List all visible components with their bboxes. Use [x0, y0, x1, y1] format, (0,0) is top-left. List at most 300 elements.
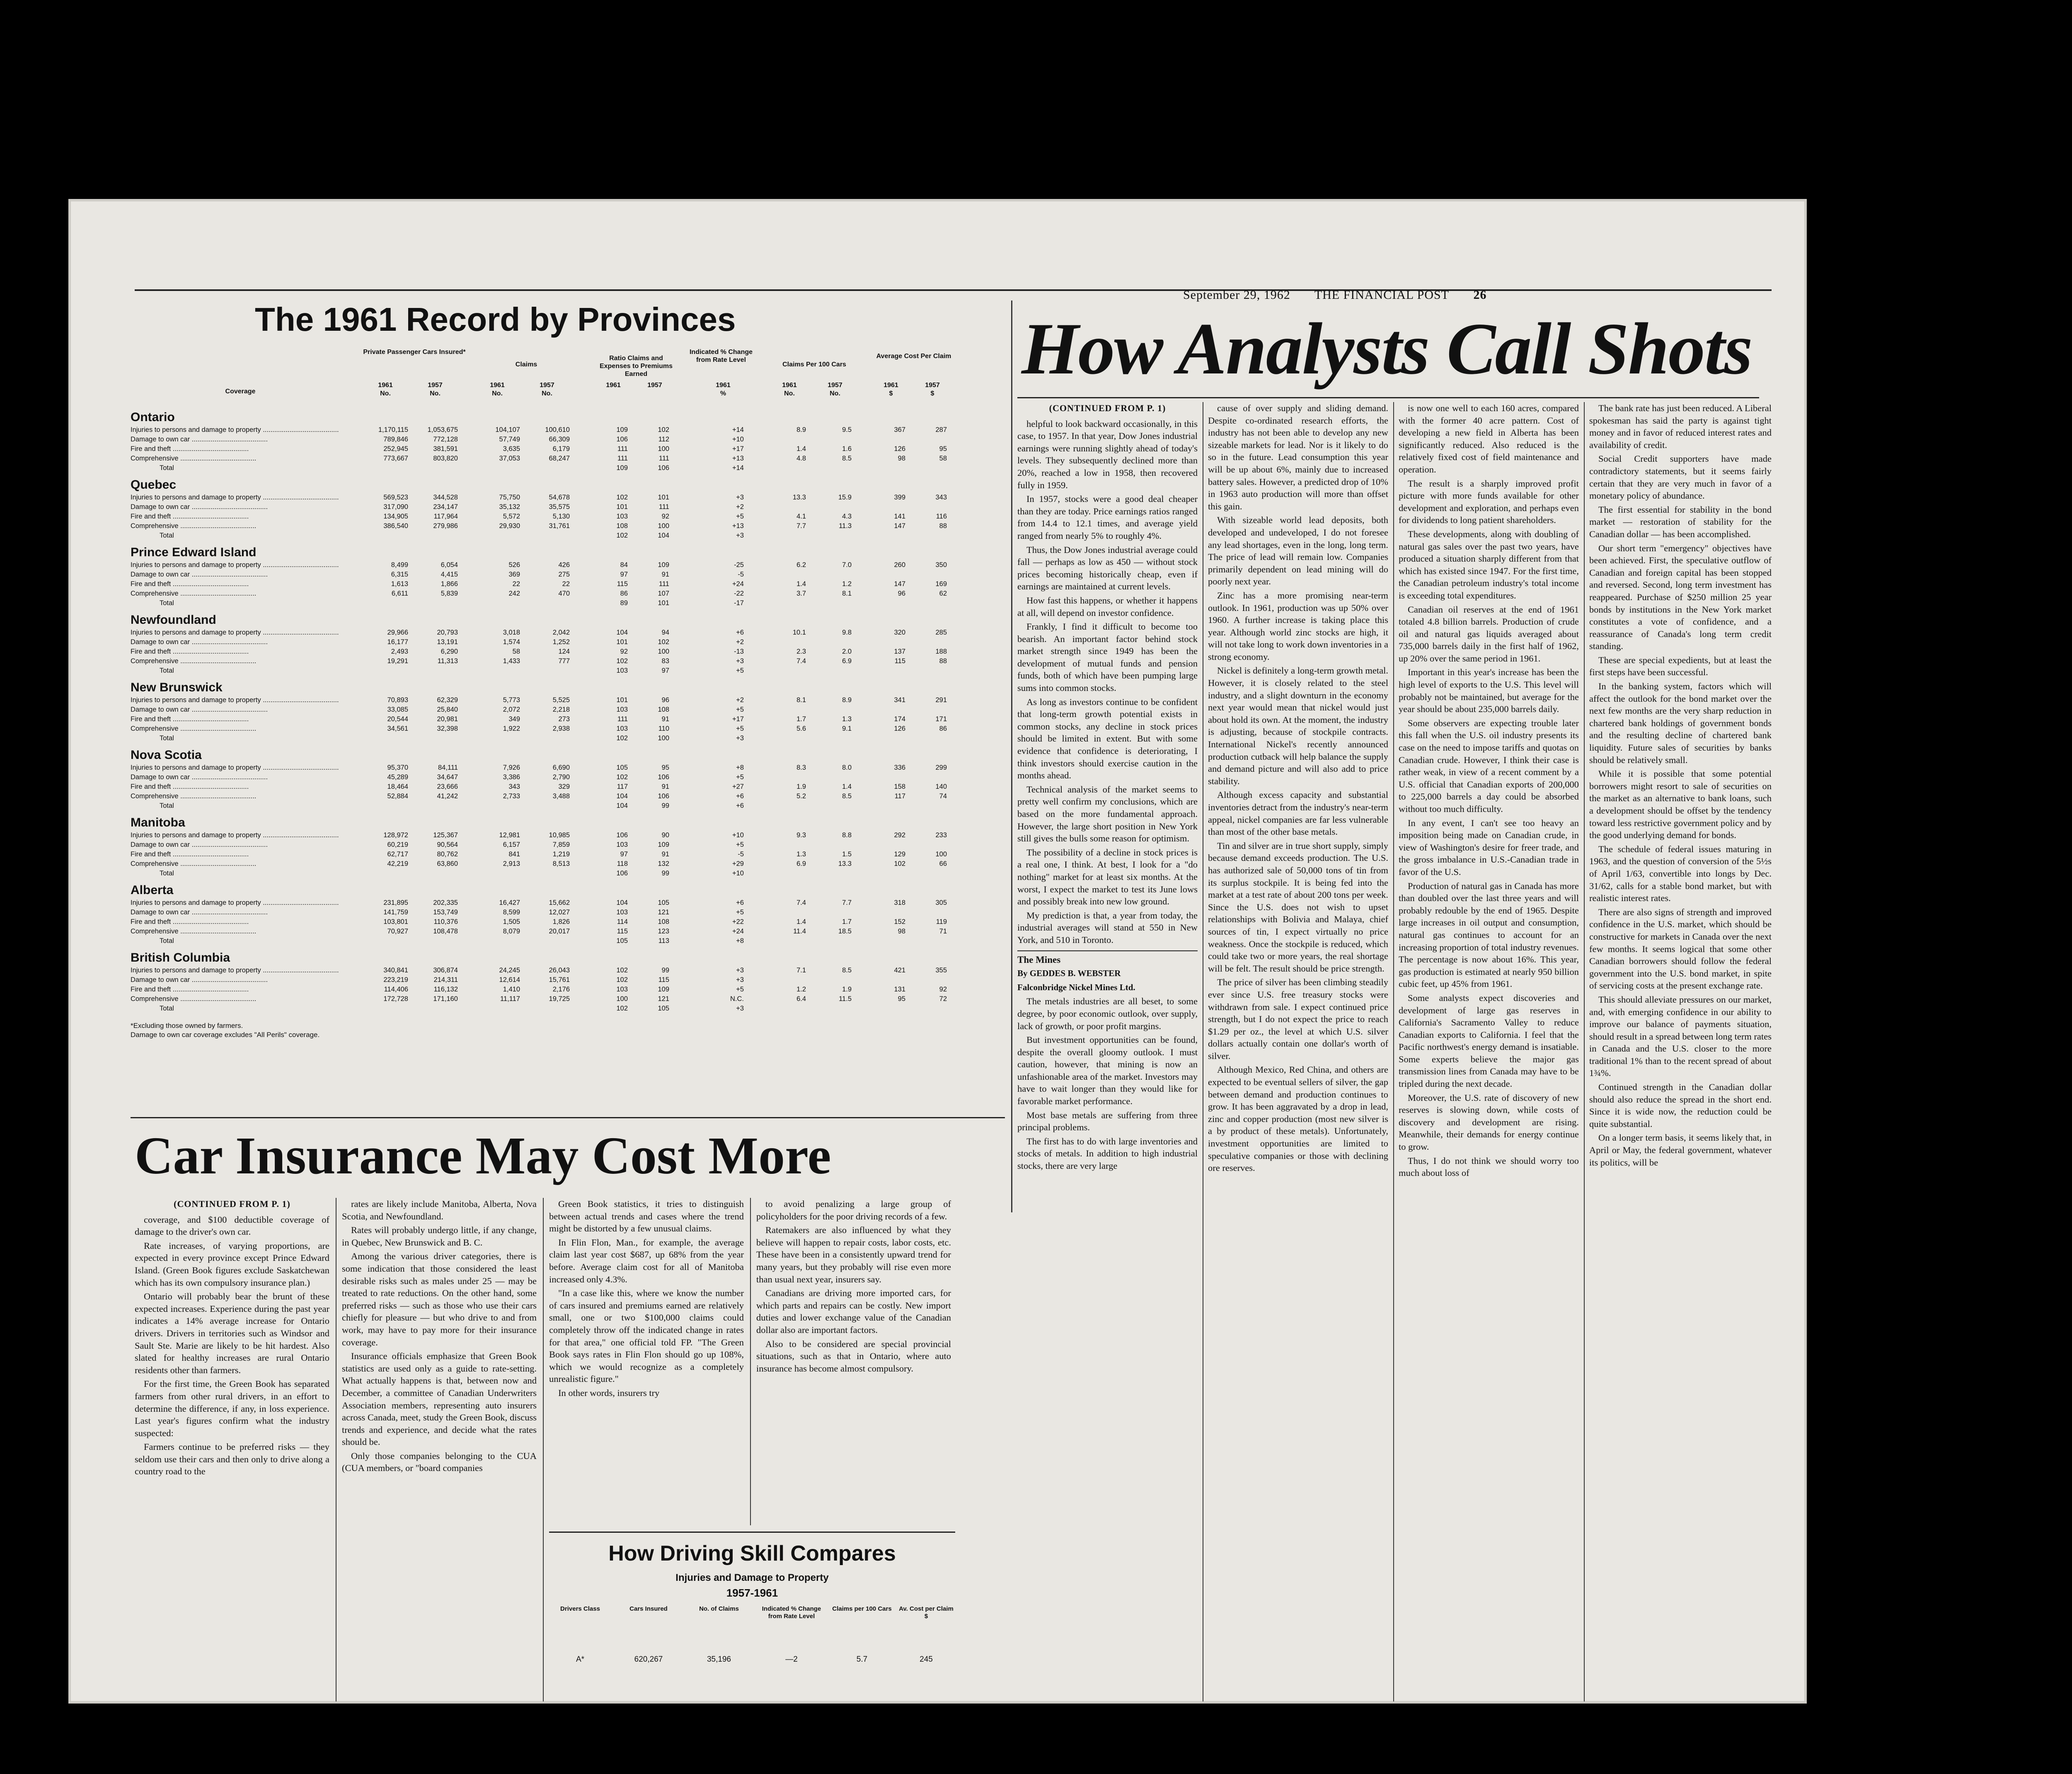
- table-cell: +3: [736, 1005, 744, 1012]
- header-ratio: Ratio Claims and Expenses to Premiums Earned: [599, 355, 673, 378]
- table-cell: 8,079: [503, 928, 520, 935]
- table-cell: 9.3: [796, 831, 806, 839]
- table-cell: 94: [661, 629, 669, 636]
- table-cell: 102: [658, 638, 669, 646]
- header-claims: Claims: [515, 361, 537, 368]
- table-cell: 108: [616, 522, 628, 530]
- table-cell: 108: [658, 706, 669, 713]
- table-row: [131, 928, 1005, 937]
- table-cell: 117: [617, 783, 628, 790]
- driving-box-col-header: Cars Insured: [629, 1605, 668, 1612]
- table-cell: 2,493: [391, 648, 408, 655]
- table-cell: 100: [658, 522, 669, 530]
- table-cell: 62,717: [387, 851, 408, 858]
- table-cell: 8.8: [842, 831, 852, 839]
- analysts-col2: [1208, 402, 1388, 1701]
- row-label: Injuries to persons and damage to property ........................................: [131, 629, 339, 636]
- table-row: [131, 426, 1005, 435]
- table-cell: 121: [658, 909, 669, 916]
- table-cell: 292: [894, 831, 905, 839]
- table-cell: +3: [736, 532, 744, 539]
- table-cell: 6,157: [503, 841, 520, 848]
- table-cell: 773,667: [383, 455, 408, 462]
- table-cell: 33,085: [387, 706, 408, 713]
- article-paragraph: As long as investors continue to be confident that long-term growth potential exists in common stocks, any decline in stock prices should be limited in extent. But with some evidence that confidence is deteriorating, I think investors should exercise caution in the months ahead.: [1017, 696, 1198, 781]
- table-cell: +24: [732, 928, 744, 935]
- table-cell: +6: [736, 899, 744, 906]
- table-cell: 169: [935, 580, 947, 588]
- header-year: 1957: [428, 382, 443, 389]
- table-cell: 1.6: [842, 445, 852, 453]
- table-cell: 105: [658, 899, 669, 906]
- table-cell: +5: [736, 841, 744, 848]
- article-paragraph: There are also signs of strength and improved confidence in the U.S. market, which should be constructive for markets in Canada over the next few months. It seems logical that some other Canadian borrowers should follow the federal government into the U.S. bond market, in spite of servicing costs at the present exchange rate.: [1589, 906, 1772, 991]
- table-cell: 1,574: [503, 638, 520, 646]
- table-cell: +13: [732, 522, 744, 530]
- table-row: [131, 706, 1005, 715]
- table-cell: 13.3: [838, 860, 852, 868]
- table-cell: 6,054: [441, 561, 458, 569]
- article-paragraph: Farmers continue to be preferred risks — they seldom use their cars and then only to drive along a country road to the: [135, 1442, 329, 1477]
- table-cell: 83: [661, 657, 669, 665]
- table-cell: 134,905: [383, 513, 408, 520]
- table-cell: 12,981: [499, 831, 520, 839]
- table-cell: 5,572: [503, 513, 520, 520]
- column-rule: [750, 1198, 751, 1525]
- table-cell: 100: [658, 648, 669, 655]
- table-cell: 147: [894, 522, 905, 530]
- province-heading: British Columbia: [131, 951, 230, 965]
- table-cell: 8,599: [503, 909, 520, 916]
- table-cell: 233: [935, 831, 947, 839]
- table-cell: 141,759: [383, 909, 408, 916]
- table-cell: 103: [616, 986, 628, 993]
- table-cell: 25,840: [437, 706, 458, 713]
- article-paragraph: The schedule of federal issues maturing in 1963, and the question of conversion of the 5½s of April 1/63, convertible into longs by Dec. 31/62, calls for a stable bond market, but with realistic interest rates.: [1589, 843, 1772, 904]
- table-cell: 42,219: [387, 860, 408, 868]
- table-row: [131, 841, 1005, 850]
- table-cell: 803,820: [433, 455, 458, 462]
- table-cell: 19,291: [387, 657, 408, 665]
- table-cell: 4,415: [441, 571, 458, 578]
- table-cell: 109: [658, 561, 669, 569]
- table-cell: 3,488: [552, 792, 570, 800]
- table-cell: 20,981: [437, 715, 458, 723]
- driving-box-cell: 245: [920, 1655, 933, 1664]
- table-cell: 2,790: [552, 773, 570, 781]
- article-paragraph: Also to be considered are special provincial situations, such as that in Ontario, where auto insurance has become almost compulsory.: [756, 1338, 951, 1374]
- table-row: [131, 764, 1005, 773]
- table-cell: 317,090: [383, 503, 408, 511]
- table-row: [131, 648, 1005, 657]
- article-paragraph: The result is a sharply improved profit picture with more funds available for other development and exploration, and perhaps even for dividends to long patient shareholders.: [1399, 478, 1579, 526]
- table-cell: 111: [617, 445, 628, 453]
- table-cell: 109: [616, 426, 628, 434]
- row-label: Injuries to persons and damage to property ........................................: [131, 494, 339, 501]
- table-cell: 110,376: [433, 918, 458, 926]
- table-cell: 90,564: [437, 841, 458, 848]
- table-cell: 8.9: [842, 696, 852, 704]
- row-label: Comprehensive ........................................: [131, 995, 257, 1003]
- table-cell: 45,289: [387, 773, 408, 781]
- header-unit: $: [930, 390, 934, 397]
- article-paragraph: My prediction is that, a year from today, the industrial averages will stand at 550 in New York, and 510 in Toronto.: [1017, 910, 1198, 945]
- table-cell: 35,132: [499, 503, 520, 511]
- article-paragraph: Important in this year's increase has been the high level of exports to the U.S. This level will probably not be maintained, but average for the year should be about 235,000 barrels daily.: [1399, 667, 1579, 715]
- table-cell: 299: [935, 764, 947, 771]
- table-cell: +5: [736, 909, 744, 916]
- table-cell: +27: [732, 783, 744, 790]
- table-cell: 2,913: [503, 860, 520, 868]
- header-claims-per: Claims Per 100 Cars: [782, 361, 846, 368]
- table-cell: 95: [661, 764, 669, 771]
- table-cell: +6: [736, 802, 744, 809]
- table-row: [131, 696, 1005, 705]
- table-cell: +5: [736, 725, 744, 732]
- table-cell: 102: [658, 426, 669, 434]
- article-paragraph: Thus, the Dow Jones industrial average could fall — perhaps as low as 450 — without stock prices becoming historically cheap, even if earnings are maintained at current levels.: [1017, 544, 1198, 592]
- car-article-col4: [756, 1198, 951, 1525]
- table-cell: 119: [936, 918, 947, 926]
- row-label: Comprehensive ........................................: [131, 590, 257, 597]
- table-header: [131, 348, 1005, 406]
- table-cell: +29: [732, 860, 744, 868]
- table-cell: 102: [616, 976, 628, 984]
- table-row: [131, 860, 1005, 869]
- article-paragraph: cause of over supply and sliding demand. Despite co-ordinated research efforts, the industry has not been able to develop any new sizeable markets for lead. Nor is it likely to do so in the future. Lead consumption this year will be up about 6%, mainly due to increased battery sales. However, a predicted drop of 10% in 1963 auto production will more than offset this gain.: [1208, 403, 1388, 511]
- row-label: Fire and theft ........................................: [131, 918, 249, 926]
- table-cell: 106: [658, 773, 669, 781]
- table-cell: 101: [616, 696, 628, 704]
- header-year: 1961: [716, 382, 731, 389]
- table-cell: 5,130: [552, 513, 570, 520]
- table-cell: +10: [732, 436, 744, 443]
- table-cell: 6.9: [842, 657, 852, 665]
- table-cell: 115: [894, 657, 905, 665]
- table-cell: 1,170,115: [378, 426, 408, 434]
- table-cell: +6: [736, 629, 744, 636]
- header-unit: No.: [380, 390, 391, 397]
- table-footnote: *Excluding those owned by farmers.: [131, 1022, 243, 1030]
- table-row: [131, 445, 1005, 454]
- table-cell: 10.1: [792, 629, 806, 636]
- driving-box-title: How Driving Skill Compares: [608, 1541, 896, 1566]
- row-label: Total: [160, 734, 174, 742]
- table-cell: +5: [736, 513, 744, 520]
- table-cell: 92: [620, 648, 628, 655]
- table-cell: 7.4: [796, 657, 806, 665]
- row-label: Fire and theft ........................................: [131, 715, 249, 723]
- table-cell: 19,725: [549, 995, 570, 1003]
- mines-byline: By GEDDES B. WEBSTER: [1017, 968, 1121, 979]
- table-cell: +3: [736, 657, 744, 665]
- article-paragraph: rates are likely include Manitoba, Alberta, Nova Scotia, and Newfoundland.: [342, 1199, 537, 1221]
- table-cell: 171,160: [433, 995, 458, 1003]
- table-cell: 102: [616, 773, 628, 781]
- table-cell: 252,945: [383, 445, 408, 453]
- mines-subhead: The Mines: [1017, 950, 1198, 966]
- table-cell: 9.5: [842, 426, 852, 434]
- driving-box-col-header: No. of Claims: [699, 1605, 739, 1612]
- article-paragraph: Social Credit supporters have made contradictory statements, but it seems fairly certain that they are very much in favor of a monetary policy of abundance.: [1589, 453, 1772, 501]
- header-unit: No.: [492, 390, 503, 397]
- article-paragraph: Most base metals are suffering from three principal problems.: [1017, 1110, 1198, 1133]
- table-cell: +14: [732, 426, 744, 434]
- column-rule: [1584, 402, 1585, 1701]
- table-cell: 1.4: [842, 783, 852, 790]
- table-cell: 260: [894, 561, 905, 569]
- table-cell: 70,927: [387, 928, 408, 935]
- table-cell: 5.2: [796, 792, 806, 800]
- table-cell: 115: [658, 976, 669, 984]
- table-cell: 18.5: [838, 928, 852, 935]
- table-cell: 98: [898, 928, 905, 935]
- row-label: Fire and theft ........................................: [131, 648, 249, 655]
- table-cell: 5,839: [441, 590, 458, 597]
- continued-label: (CONTINUED FROM P. 1): [174, 1199, 290, 1209]
- article-paragraph: Our short term "emergency" objectives have been achieved. First, the speculative outflow of Canadian and foreign capital has been stopped and reversed. Second, long term investment has reappeared. Purchase of $250 million 25 year bonds by institutions in the New York market constitutes a vote of confidence, and a reassurance of Canada's long term credit standing.: [1589, 543, 1772, 652]
- table-cell: 172,728: [383, 995, 408, 1003]
- analysts-headline: How Analysts Call Shots: [1021, 308, 1752, 390]
- table-cell: 1.7: [796, 715, 806, 723]
- table-cell: 101: [616, 638, 628, 646]
- table-cell: 132: [658, 860, 669, 868]
- header-unit: %: [720, 390, 726, 397]
- row-label: Damage to own car ........................................: [131, 638, 268, 646]
- article-paragraph: Nickel is definitely a long-term growth metal. However, it is closely related to the steel industry, and a slight downturn in the economy next year would mean that nickel would just about hold its own. At the moment, the industry is adjusting, because of stockpile contracts. International Nickel's recently announced production cutback will help balance the supply and demand picture and will also add to price stability.: [1208, 665, 1388, 786]
- table-cell: 4.1: [796, 513, 806, 520]
- table-cell: +2: [736, 638, 744, 646]
- folio-page: 26: [1473, 288, 1487, 302]
- row-label: Total: [160, 599, 174, 607]
- table-cell: 98: [898, 455, 905, 462]
- table-cell: 104: [616, 629, 628, 636]
- table-cell: 111: [658, 580, 669, 588]
- article-paragraph: With sizeable world lead deposits, both developed and undeveloped, I do not foresee any lead shortages, even in the long, long term. The price of lead will remain low. Companies primarily dependent on lead mining will do poorly next year.: [1208, 515, 1388, 587]
- table-cell: +5: [736, 667, 744, 674]
- table-row: [131, 638, 1005, 647]
- driving-box-header: [549, 1605, 955, 1643]
- driving-box-cell: A*: [576, 1655, 585, 1664]
- table-cell: 22: [512, 580, 520, 588]
- article-paragraph: Zinc has a more promising near-term outlook. In 1961, production was up 50% over 1960. A further increase is taking place this year. Although world zinc stocks are high, it will not take long to work down inventories in a strong economy.: [1208, 590, 1388, 662]
- table-cell: 88: [939, 657, 947, 665]
- table-cell: 350: [935, 561, 947, 569]
- table-cell: 102: [894, 860, 905, 868]
- table-cell: 72: [939, 995, 947, 1003]
- table-cell: 1,410: [503, 986, 520, 993]
- row-label: Total: [160, 937, 174, 945]
- table-row: [131, 1005, 1005, 1014]
- table-cell: 66: [939, 860, 947, 868]
- article-paragraph: But investment opportunities can be found, despite the overall gloomy outlook. I must caution, however, that mining is now an unfashionable area of the market. Investors may have to wait longer than they would like for favorable market performance.: [1017, 1035, 1198, 1107]
- row-label: Fire and theft ........................................: [131, 580, 249, 588]
- table-cell: 91: [661, 715, 669, 723]
- table-cell: 1.9: [842, 986, 852, 993]
- row-label: Fire and theft ........................................: [131, 513, 249, 520]
- table-cell: 11,117: [500, 995, 520, 1003]
- table-cell: 100: [658, 445, 669, 453]
- table-cell: 7,926: [503, 764, 520, 771]
- table-cell: 114,406: [384, 986, 408, 993]
- article-paragraph: Rate increases, of varying proportions, are expected in every province except Prince Edward Island. (Green Book figures exclude Saskatchewan which has its own compulsory insurance plan.): [135, 1240, 329, 1288]
- table-row: [131, 725, 1005, 734]
- table-cell: 29,930: [499, 522, 520, 530]
- row-label: Damage to own car ........................................: [131, 976, 268, 984]
- table-row: [131, 773, 1005, 783]
- table-footnote: Damage to own car coverage excludes "All Perils" coverage.: [131, 1031, 320, 1039]
- row-label: Injuries to persons and damage to property ........................................: [131, 967, 339, 974]
- province-heading: Alberta: [131, 883, 174, 897]
- table-cell: 100: [935, 851, 947, 858]
- table-cell: 104: [616, 899, 628, 906]
- table-cell: 329: [558, 783, 570, 790]
- table-cell: 62: [939, 590, 947, 597]
- driving-skill-box: [549, 1532, 955, 1703]
- table-cell: 109: [658, 986, 669, 993]
- article-paragraph: Frankly, I find it difficult to become too bearish. An important factor behind stock market strength since 1949 has been the development of mutual funds and pension funds, both of which have been pumping large sums into common stocks.: [1017, 621, 1198, 693]
- row-label: Damage to own car ........................................: [131, 706, 268, 713]
- header-year: 1961: [782, 382, 797, 389]
- table-row: [131, 783, 1005, 792]
- table-cell: +3: [736, 976, 744, 984]
- table-cell: +3: [736, 734, 744, 742]
- row-label: Damage to own car ........................................: [131, 841, 268, 848]
- table-cell: 1,433: [503, 657, 520, 665]
- folio: [1183, 288, 1784, 302]
- header-private-cars: Private Passenger Cars Insured*: [363, 349, 466, 356]
- table-cell: 60,219: [387, 841, 408, 848]
- table-cell: +5: [736, 773, 744, 781]
- table-cell: +3: [736, 494, 744, 501]
- article-paragraph: On a longer term basis, it seems likely that, in April or May, the federal government, whatever its politics, will be: [1589, 1132, 1772, 1168]
- table-cell: 108: [658, 918, 669, 926]
- table-cell: 1,866: [441, 580, 458, 588]
- table-cell: +17: [732, 715, 744, 723]
- header-year: 1961: [884, 382, 898, 389]
- table-cell: -5: [738, 851, 744, 858]
- table-cell: 9.1: [842, 725, 852, 732]
- table-cell: -22: [734, 590, 744, 597]
- header-year: 1957: [647, 382, 662, 389]
- article-paragraph: is now one well to each 160 acres, compared with the former 40 acre pattern. Cost of developing a new field in Alberta has been significantly reduced. Also reduced is the relatively fixed cost of field maintenance and operation.: [1399, 403, 1579, 475]
- table-cell: 116: [936, 513, 947, 520]
- table-cell: 147: [894, 580, 905, 588]
- table-cell: 777: [558, 657, 570, 665]
- table-cell: 99: [661, 870, 669, 877]
- table-cell: 5,773: [503, 696, 520, 704]
- table-row: [131, 967, 1005, 976]
- table-cell: 109: [616, 464, 628, 472]
- article-paragraph: The metals industries are all beset, to some degree, by poor economic outlook, over supply, lack of growth, or poor profit margins.: [1017, 996, 1198, 1031]
- table-cell: 381,591: [433, 445, 458, 453]
- table-cell: 285: [935, 629, 947, 636]
- article-paragraph: "In a case like this, where we know the number of cars insured and premiums earned are relatively small, one or two $100,000 claims could completely throw off the indicated change in rates for that area," one official told FP. "The Green Book says rates in Flin Flon should go up 108%, which we would recognize as a completely unrealistic figure.": [549, 1288, 744, 1384]
- table-row: [131, 802, 1005, 811]
- table-cell: 1,613: [391, 580, 408, 588]
- table-cell: +17: [732, 445, 744, 453]
- table-cell: 279,986: [433, 522, 458, 530]
- table-cell: 128,972: [383, 831, 408, 839]
- article-paragraph: helpful to look backward occasionally, in this case, to 1957. In that year, Dow Jones industrial earnings were running slightly ahead of today's levels. They subsequently declined more than 20%, reached a low in 1958, then recovered fully in 1959.: [1017, 418, 1198, 490]
- table-cell: 7.7: [842, 899, 852, 906]
- table-cell: 152: [894, 918, 905, 926]
- table-cell: 426: [558, 561, 570, 569]
- table-cell: 129: [894, 851, 905, 858]
- table-row: [131, 503, 1005, 512]
- table-cell: +10: [732, 870, 744, 877]
- driving-box-cell: —2: [785, 1655, 798, 1664]
- table-cell: 15.9: [838, 494, 852, 501]
- table-cell: 1.4: [796, 918, 806, 926]
- row-label: Damage to own car ........................................: [131, 773, 268, 781]
- table-cell: 349: [508, 715, 520, 723]
- table-cell: 124: [558, 648, 570, 655]
- table-row: [131, 976, 1005, 985]
- table-cell: 74: [939, 792, 947, 800]
- article-paragraph: For the first time, the Green Book has separated farmers from other rural drivers, in an effort to determine the difference, if any, in loss experience. Last year's figures confirm what the industry suspected:: [135, 1379, 329, 1438]
- article-paragraph: Although excess capacity and substantial inventories detract from the industry's near-term appeal, nickel companies are far less vulnerable than most of the other base metals.: [1208, 790, 1388, 837]
- table-cell: 11.3: [839, 522, 852, 530]
- table-cell: 108,478: [433, 928, 458, 935]
- table-cell: 63,860: [437, 860, 458, 868]
- table-cell: 62,329: [437, 696, 458, 704]
- table-cell: 84: [620, 561, 628, 569]
- table-cell: 13,191: [437, 638, 458, 646]
- table-cell: 2,218: [552, 706, 570, 713]
- table-cell: 24,245: [499, 967, 520, 974]
- table-cell: 7.1: [796, 967, 806, 974]
- table-cell: 20,793: [437, 629, 458, 636]
- car-insurance-headline: Car Insurance May Cost More: [135, 1126, 831, 1185]
- table-cell: 214,311: [433, 976, 458, 984]
- table-cell: 1,922: [503, 725, 520, 732]
- table-cell: +14: [732, 464, 744, 472]
- table-cell: 97: [661, 667, 669, 674]
- table-cell: 306,874: [433, 967, 458, 974]
- table-cell: 52,884: [387, 792, 408, 800]
- table-cell: 340,841: [383, 967, 408, 974]
- table-cell: 75,750: [499, 494, 520, 501]
- table-cell: 223,219: [383, 976, 408, 984]
- table-cell: 318: [894, 899, 905, 906]
- table-cell: 112: [658, 436, 669, 443]
- row-label: Injuries to persons and damage to property ........................................: [131, 899, 339, 906]
- table-cell: 105: [658, 1005, 669, 1012]
- table-bottom-rule: [131, 1117, 1005, 1118]
- table-cell: 7.7: [796, 522, 806, 530]
- table-cell: 104: [616, 802, 628, 809]
- table-cell: 367: [894, 426, 905, 434]
- table-row: [131, 513, 1005, 522]
- table-cell: 2,733: [503, 792, 520, 800]
- table-cell: 140: [935, 783, 947, 790]
- table-cell: 287: [935, 426, 947, 434]
- table-cell: 113: [658, 937, 669, 945]
- table-cell: 102: [616, 967, 628, 974]
- table-cell: 92: [939, 986, 947, 993]
- province-heading: Nova Scotia: [131, 748, 202, 762]
- table-row: [131, 494, 1005, 503]
- table-cell: 41,242: [437, 792, 458, 800]
- table-cell: 2,042: [552, 629, 570, 636]
- table-cell: 106: [616, 831, 628, 839]
- row-label: Damage to own car ........................................: [131, 503, 268, 511]
- table-cell: 117: [894, 792, 905, 800]
- table-cell: 86: [939, 725, 947, 732]
- row-label: Total: [160, 802, 174, 809]
- section-rule: [1011, 301, 1012, 1212]
